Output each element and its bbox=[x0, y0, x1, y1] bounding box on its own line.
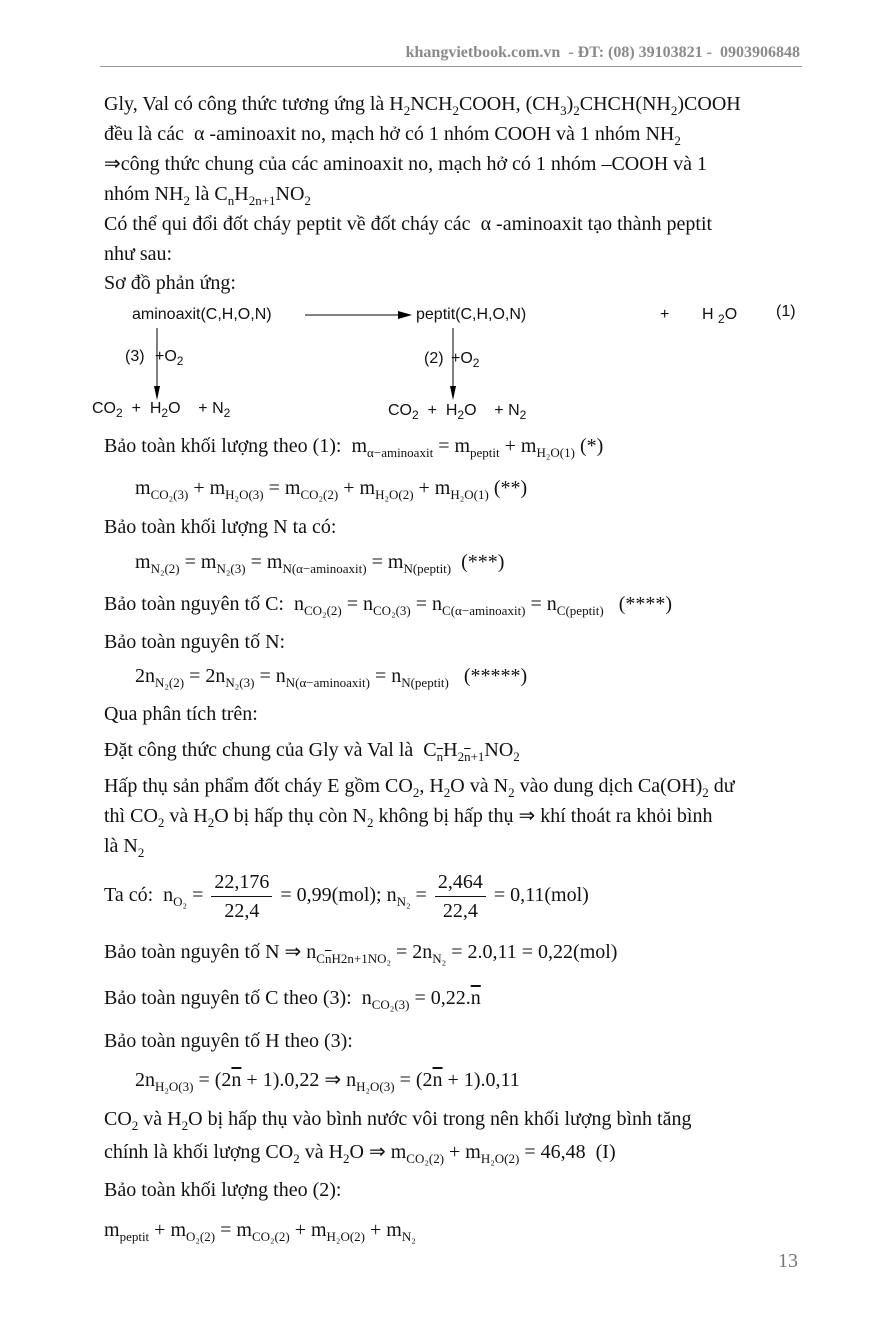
oxygen-label-3: $+O_2$ bbox=[155, 348, 184, 368]
formula-sub: 2 bbox=[573, 103, 580, 118]
formula-sub: 2 bbox=[343, 1151, 350, 1166]
formula-sub: 2n+1 bbox=[248, 193, 276, 208]
text-line bbox=[104, 630, 285, 654]
formula-sub: N₂ bbox=[396, 894, 411, 909]
formula-sub: 2 bbox=[207, 815, 215, 830]
text-segment: H bbox=[443, 739, 458, 761]
formula-sub: H₂O(3) bbox=[225, 487, 264, 502]
text-segment: + m bbox=[338, 477, 376, 499]
formula-sub: N₂(2) bbox=[150, 561, 180, 576]
numerator: 22,176 bbox=[211, 868, 272, 897]
text-segment: nhóm NH bbox=[104, 183, 184, 205]
formula-sub: CO₂(2) bbox=[406, 1151, 445, 1166]
text-segment: + m bbox=[444, 1141, 481, 1163]
text-segment: = 2.0,11 = 0,22(mol) bbox=[446, 941, 618, 963]
formula-sub: H₂O(1) bbox=[450, 487, 489, 502]
text-segment: = 0,22. bbox=[409, 987, 471, 1009]
formula-line bbox=[104, 1218, 416, 1249]
formula-sub: N(α−aminoaxit) bbox=[285, 675, 370, 690]
formula-sub: 2 bbox=[457, 749, 465, 764]
formula-sub: 2 bbox=[443, 785, 451, 800]
text-line bbox=[104, 986, 481, 1017]
text-segment: Bảo toàn nguyên tố H theo (3): bbox=[104, 1030, 353, 1052]
text-segment: = n bbox=[410, 593, 443, 615]
formula-sub: +1 bbox=[470, 749, 485, 764]
text-line bbox=[104, 592, 672, 623]
text-segment: thì CO bbox=[104, 805, 158, 827]
text-segment: + m bbox=[413, 477, 451, 499]
text-segment: = n bbox=[254, 665, 286, 687]
formula-sub: CO₂(2) bbox=[300, 487, 339, 502]
text-segment: + 1).0,22 ⇒ n bbox=[241, 1069, 357, 1091]
text-segment: không bị hấp thụ ⇒ khí thoát ra khỏi bình bbox=[373, 805, 713, 827]
text-segment: (**) bbox=[488, 477, 528, 499]
text-segment: Bảo toàn nguyên tố N: bbox=[104, 631, 286, 653]
formula-sub: H₂O(2) bbox=[480, 1151, 520, 1166]
text-segment: = bbox=[410, 884, 432, 906]
text-segment: + m bbox=[499, 435, 537, 457]
formula-sub: 2 bbox=[513, 749, 520, 764]
text-segment: COOH, (CH bbox=[458, 93, 561, 115]
formula-sub: 2 bbox=[293, 1151, 300, 1166]
text-line bbox=[104, 1140, 616, 1171]
formula-sub: C bbox=[316, 951, 325, 966]
text-line bbox=[104, 1107, 691, 1138]
text-line bbox=[104, 804, 712, 835]
formula-sub: N₂(3) bbox=[225, 675, 255, 690]
text-segment: O ⇒ m bbox=[349, 1141, 407, 1163]
formula-sub: H₂O(1) bbox=[536, 445, 575, 460]
plus-sign: + bbox=[660, 306, 670, 323]
text-line bbox=[104, 702, 258, 726]
formula-sub: 2 bbox=[674, 133, 681, 148]
oxygen-label-2: $+O_2$ bbox=[451, 350, 480, 370]
formula-line bbox=[135, 664, 527, 695]
step-2-label: (2) bbox=[424, 350, 444, 367]
text-segment: O bị hấp thụ còn N bbox=[214, 805, 367, 827]
formula-ov: $\overline{n}$ bbox=[231, 1069, 242, 1091]
text-segment: )COOH bbox=[677, 93, 741, 115]
formula-sub: N₂(3) bbox=[216, 561, 246, 576]
text-line bbox=[104, 1029, 353, 1053]
text-segment: m bbox=[104, 1219, 120, 1241]
text-segment: = m bbox=[215, 1219, 252, 1241]
text-line bbox=[104, 774, 735, 805]
text-line bbox=[104, 515, 337, 539]
formula-line bbox=[135, 476, 527, 507]
formula-sub: 2 bbox=[304, 193, 311, 208]
text-segment: CHCH(NH bbox=[579, 93, 671, 115]
text-segment: = (2 bbox=[193, 1069, 232, 1091]
text-segment: m bbox=[135, 477, 151, 499]
formula-subov: n bbox=[464, 749, 471, 764]
text-segment: NO bbox=[484, 739, 514, 761]
formula-sub: 2 bbox=[412, 785, 420, 800]
text-segment: như sau: bbox=[104, 243, 173, 265]
fraction bbox=[211, 868, 272, 925]
text-line bbox=[104, 434, 603, 465]
text-segment: Bảo toàn nguyên tố C theo (3): n bbox=[104, 987, 372, 1009]
formula-sub: 2 bbox=[452, 103, 459, 118]
page-number: 13 bbox=[778, 1250, 798, 1272]
text-segment: Sơ đồ phản ứng: bbox=[104, 272, 236, 294]
text-segment: = m bbox=[245, 551, 283, 573]
text-line bbox=[104, 1178, 342, 1202]
combustion-products-3: $CO_2 + H_2O$ + $N_2$ bbox=[92, 400, 231, 420]
text-segment: O và N bbox=[450, 775, 509, 797]
formula-sub: CO₂(2) bbox=[251, 1229, 290, 1244]
formula-sub: 2 bbox=[508, 785, 515, 800]
text-segment: (****) bbox=[603, 593, 673, 615]
reactant-label: aminoaxit(C,H,O,N) bbox=[132, 306, 272, 323]
text-segment: là C bbox=[189, 183, 228, 205]
formula-ov: $\overline{n}$ bbox=[432, 1069, 443, 1091]
combustion-products-2: $CO_2 + H_2O$ + $N_2$ bbox=[388, 402, 527, 422]
formula-sub: H₂O(3) bbox=[356, 1079, 395, 1094]
text-segment: = m bbox=[263, 477, 301, 499]
text-segment: = 46,48 (I) bbox=[519, 1141, 616, 1163]
text-segment: Ta có: n bbox=[104, 884, 174, 906]
formula-sub: H₂O(2) bbox=[375, 487, 414, 502]
text-segment: = m bbox=[366, 551, 404, 573]
text-segment: Bảo toàn khối lượng theo (2): bbox=[104, 1179, 342, 1201]
denominator: 22,4 bbox=[224, 899, 260, 922]
text-segment: 2n bbox=[135, 665, 155, 687]
formula-sub: H₂O(3) bbox=[155, 1079, 194, 1094]
text-segment: , H bbox=[419, 775, 444, 797]
text-segment: Bảo toàn nguyên tố N ⇒ n bbox=[104, 941, 317, 963]
formula-sub: 2 bbox=[181, 1118, 189, 1133]
text-segment: ⇒công thức chung của các aminoaxit no, mạch hở có 1 nhóm –COOH và 1 bbox=[104, 153, 708, 175]
text-line bbox=[104, 866, 589, 931]
text-segment: đều là các α -aminoaxit no, mạch hở có 1 nhóm COOH và 1 nhóm NH bbox=[104, 123, 675, 145]
text-segment: Có thể qui đổi đốt cháy peptit về đốt cháy các α -aminoaxit tạo thành peptit bbox=[104, 213, 713, 235]
text-segment: và H bbox=[164, 805, 208, 827]
formula-sub: 2 bbox=[157, 815, 165, 830]
formula-sub: peptit bbox=[119, 1229, 150, 1244]
text-segment: Qua phân tích trên: bbox=[104, 703, 258, 725]
text-segment: = n bbox=[525, 593, 557, 615]
text-segment: Bảo toàn khối lượng theo (1): m bbox=[104, 435, 368, 457]
formula-sub: N₂ bbox=[401, 1229, 416, 1244]
text-segment: và H bbox=[299, 1141, 344, 1163]
water-label: H $_2$O bbox=[702, 306, 738, 326]
formula-subov: n bbox=[436, 749, 444, 764]
text-segment: = m bbox=[433, 435, 471, 457]
text-segment: = 0,99(mol); n bbox=[275, 884, 397, 906]
text-segment: + m bbox=[365, 1219, 402, 1241]
text-segment: NCH bbox=[410, 93, 453, 115]
text-segment: = 0,11(mol) bbox=[488, 884, 589, 906]
formula-line bbox=[135, 1068, 520, 1099]
text-segment: + m bbox=[188, 477, 226, 499]
text-segment: + m bbox=[289, 1219, 327, 1241]
text-line bbox=[104, 834, 144, 865]
text-segment: m bbox=[135, 551, 151, 573]
text-segment: + m bbox=[149, 1219, 187, 1241]
text-segment: Đặt công thức chung của Gly và Val là C bbox=[104, 739, 437, 761]
formula-sub: NO₂ bbox=[367, 951, 392, 966]
formula-sub: 2 bbox=[670, 103, 678, 118]
numerator: 2,464 bbox=[435, 868, 486, 897]
formula-sub: N₂(2) bbox=[155, 675, 185, 690]
text-segment: NO bbox=[275, 183, 305, 205]
formula-sub: n bbox=[227, 193, 235, 208]
formula-sub: 2 bbox=[137, 845, 145, 860]
formula-sub: 2 bbox=[367, 815, 374, 830]
formula-sub: 2n+1 bbox=[340, 951, 368, 966]
formula-sub: 2 bbox=[403, 103, 411, 118]
formula-sub: H₂O(2) bbox=[326, 1229, 366, 1244]
text-segment: = 2n bbox=[184, 665, 226, 687]
formula-sub: 2 bbox=[702, 785, 709, 800]
formula-sub: N₂ bbox=[432, 951, 447, 966]
formula-ov: $\overline{n}$ bbox=[470, 987, 481, 1009]
formula-sub: CO₂(2) bbox=[303, 603, 342, 618]
text-segment: (*) bbox=[574, 435, 604, 457]
formula-sub: CO₂(3) bbox=[373, 603, 411, 618]
text-segment: = (2 bbox=[394, 1069, 433, 1091]
formula-sub: CO₂(3) bbox=[150, 487, 189, 502]
text-segment: = n bbox=[341, 593, 374, 615]
formula-sub: N(peptit) bbox=[401, 675, 449, 690]
denominator: 22,4 bbox=[442, 899, 478, 922]
page-header: khangvietbook.com.vn - ĐT: (08) 39103821 - 0903906848 bbox=[405, 44, 800, 61]
formula-sub: peptit bbox=[470, 445, 500, 460]
text-segment: Bảo toàn khối lượng N ta có: bbox=[104, 516, 337, 538]
step-3-label: (3) bbox=[125, 348, 145, 365]
fraction bbox=[435, 868, 486, 925]
equation-number: (1) bbox=[776, 303, 796, 320]
formula-sub: N(peptit) bbox=[403, 561, 452, 576]
formula-sub: C(peptit) bbox=[556, 603, 604, 618]
text-segment: = bbox=[187, 884, 209, 906]
text-segment: là N bbox=[104, 835, 138, 857]
text-segment: ) bbox=[566, 93, 574, 115]
text-segment: + 1).0,11 bbox=[442, 1069, 520, 1091]
formula-sub: N(α−aminoaxit) bbox=[282, 561, 367, 576]
text-segment: Hấp thụ sản phẩm đốt cháy E gồm CO bbox=[104, 775, 413, 797]
product-label: peptit(C,H,O,N) bbox=[416, 306, 527, 323]
text-segment: (*****) bbox=[448, 665, 528, 687]
formula-sub: α−aminoaxit bbox=[367, 445, 434, 460]
text-segment: = m bbox=[179, 551, 217, 573]
text-segment: dư bbox=[708, 775, 735, 797]
text-segment: (***) bbox=[451, 551, 505, 573]
text-segment: O bị hấp thụ vào bình nước vôi trong nên khối lượng bình tăng bbox=[188, 1108, 692, 1130]
text-segment: = n bbox=[369, 665, 402, 687]
formula-sub: 2 bbox=[183, 193, 190, 208]
text-segment: Bảo toàn nguyên tố C: n bbox=[104, 593, 304, 615]
text-segment: chính là khối lượng CO bbox=[104, 1141, 294, 1163]
text-segment: CO bbox=[104, 1108, 132, 1130]
formula-sub: CO₂(3) bbox=[371, 997, 410, 1012]
text-line bbox=[104, 738, 520, 769]
text-segment: 2n bbox=[135, 1069, 155, 1091]
formula-line bbox=[135, 550, 504, 581]
formula-sub: 2 bbox=[131, 1118, 139, 1133]
text-segment: = 2n bbox=[391, 941, 433, 963]
text-segment: Gly, Val có công thức tương ứng là H bbox=[104, 93, 404, 115]
formula-sub: O₂(2) bbox=[186, 1229, 216, 1244]
text-segment: và H bbox=[138, 1108, 182, 1130]
text-segment: H bbox=[234, 183, 249, 205]
formula-sub: 3 bbox=[560, 103, 567, 118]
text-line bbox=[104, 940, 617, 971]
formula-subov: n bbox=[324, 951, 332, 966]
formula-sub: O₂ bbox=[173, 894, 188, 909]
formula-sub: H bbox=[331, 951, 341, 966]
text-segment: vào dung dịch Ca(OH) bbox=[514, 775, 703, 797]
formula-sub: C(α−aminoaxit) bbox=[442, 603, 526, 618]
